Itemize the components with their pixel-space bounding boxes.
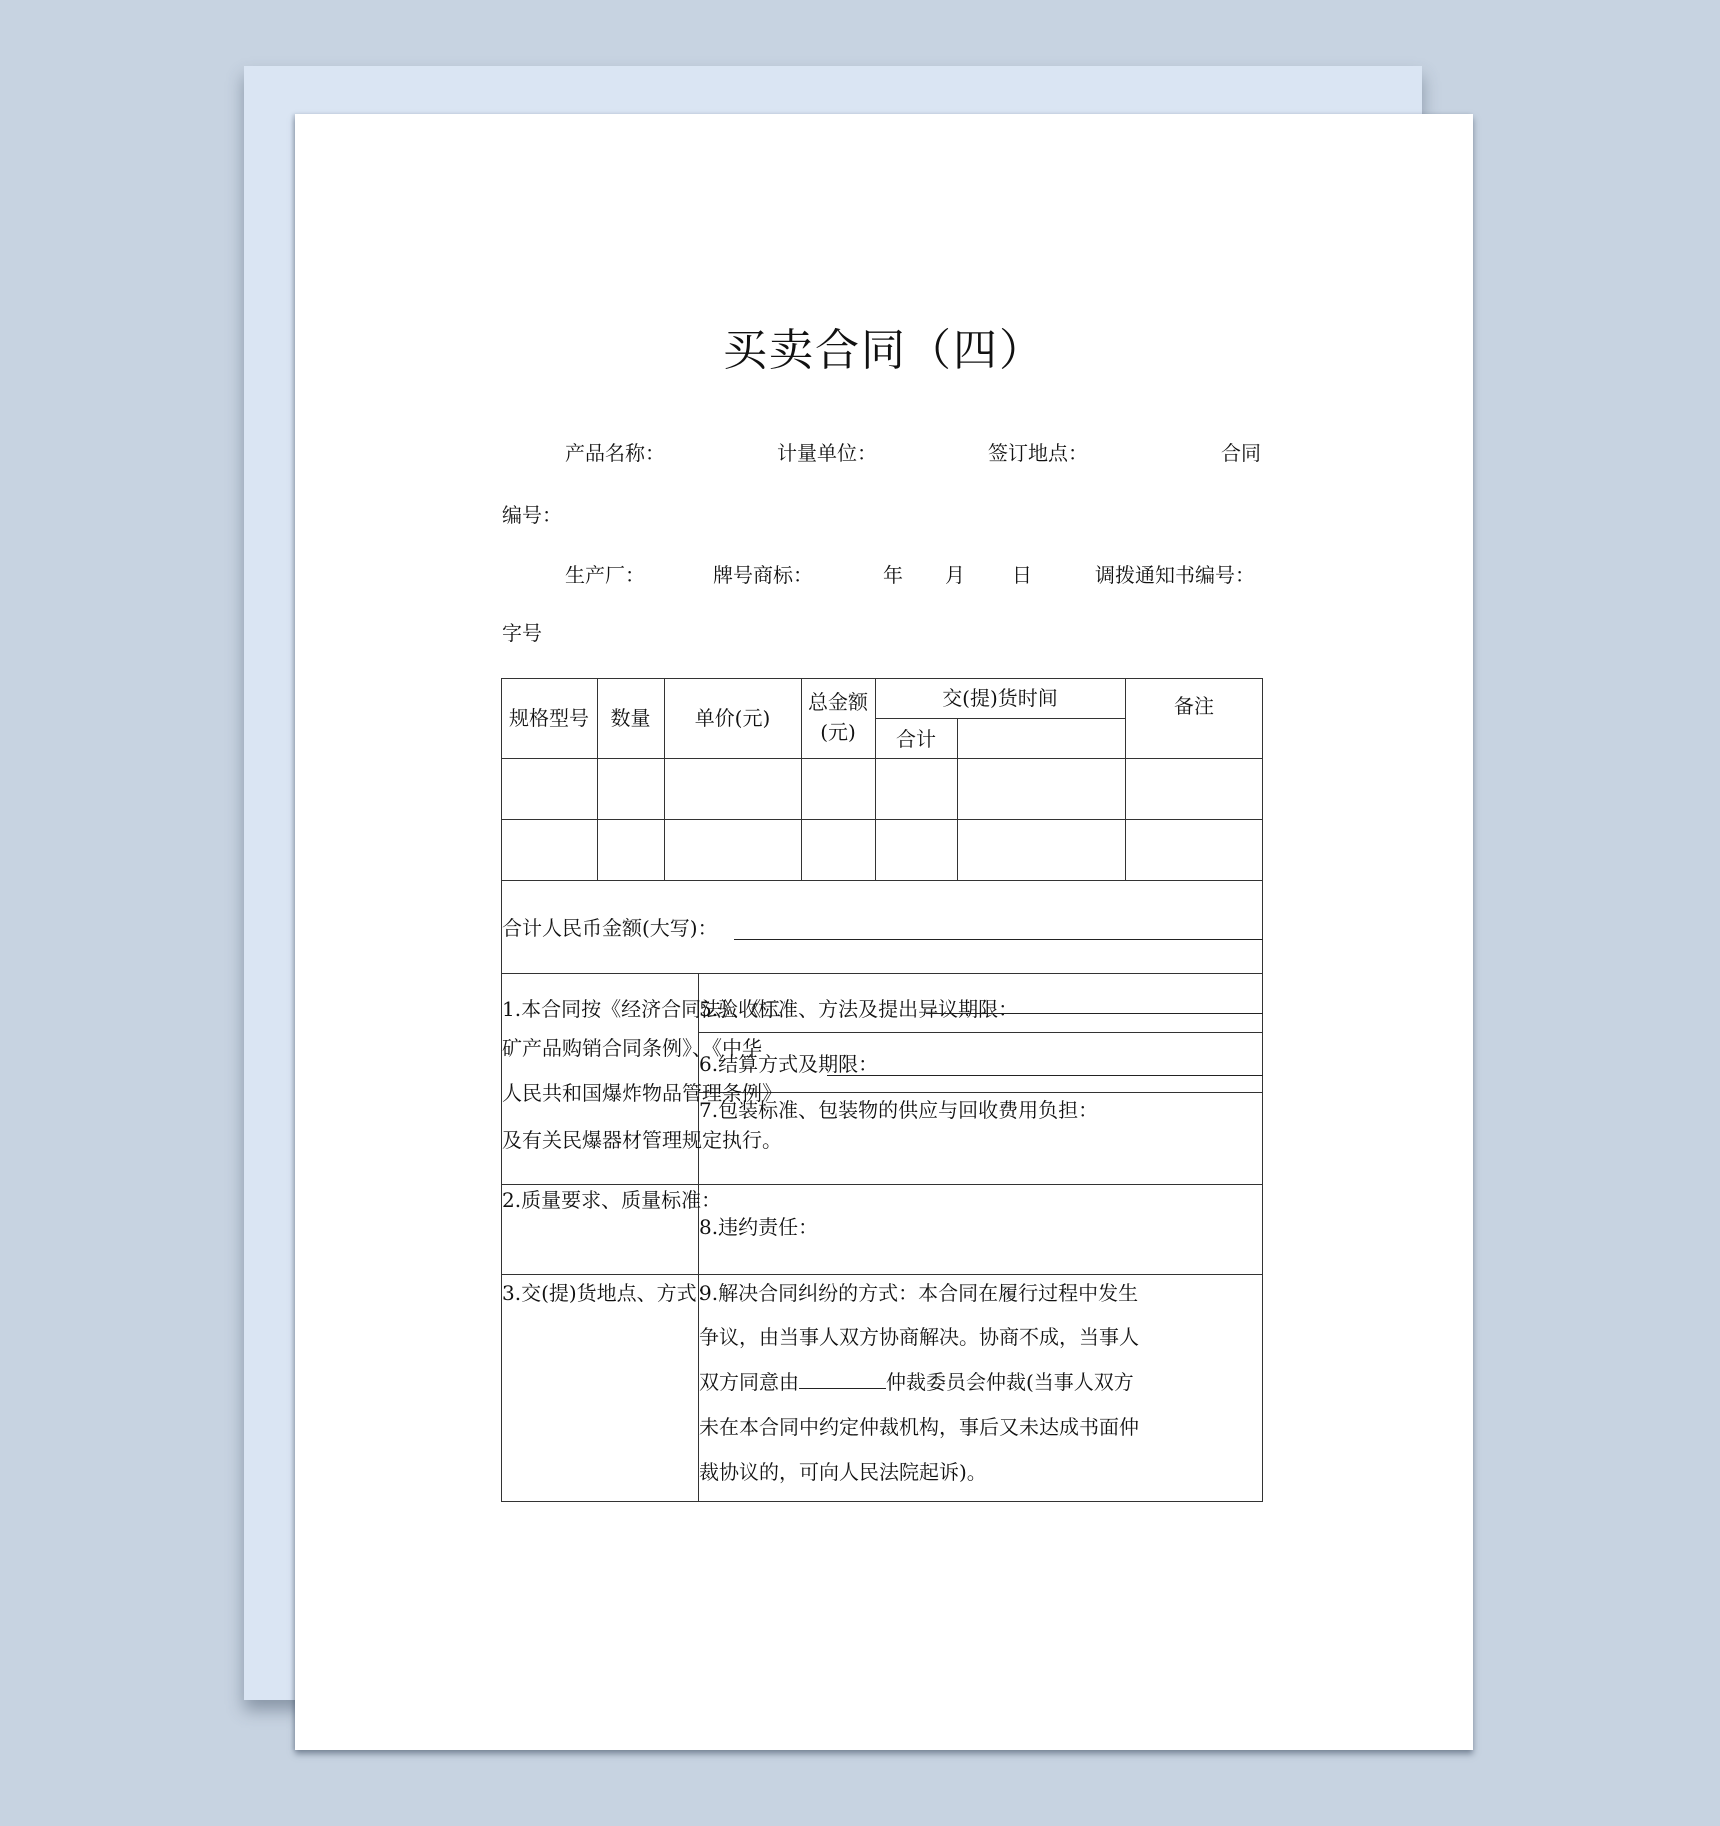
- row-divider: [501, 819, 1263, 820]
- cell-delivery-subtotal[interactable]: [877, 760, 956, 818]
- cell-spec[interactable]: [503, 760, 596, 818]
- brand-label: 牌号商标：: [713, 563, 813, 587]
- amount-label: 合计人民币金额(大写)：: [502, 916, 718, 940]
- clause-divider: [501, 1184, 1263, 1185]
- document-title: 买卖合同（四）: [723, 325, 1045, 376]
- manufacturer-label: 生产厂：: [565, 563, 645, 587]
- clause-9-line: 未在本合同中约定仲裁机构，事后又未达成书面仲: [699, 1415, 1139, 1439]
- clause-2-label: 2.质量要求、质量标准：: [502, 1188, 722, 1212]
- clause-5-underline[interactable]: [926, 1013, 1263, 1014]
- clause-1-line: 矿产品购销合同条例》、《中华: [502, 1036, 762, 1060]
- col-divider: [957, 718, 958, 880]
- contract-page: [295, 114, 1473, 1750]
- day-label: 日: [1012, 563, 1032, 587]
- clause-8-label: 8.违约责任：: [699, 1215, 819, 1239]
- clause-divider: [698, 1032, 1263, 1033]
- header-total-line1: 总金额: [808, 690, 868, 714]
- clause-9-line3-pre: 双方同意由: [699, 1370, 799, 1394]
- unit-label: 计量单位：: [777, 441, 877, 465]
- sign-place-label: 签订地点：: [988, 441, 1088, 465]
- clause-9-line: 9.解决合同纠纷的方式：本合同在履行过程中发生: [699, 1281, 1139, 1305]
- header-quantity: 数量: [610, 706, 651, 730]
- header-total-line2: (元): [820, 720, 856, 744]
- product-name-label: 产品名称：: [565, 441, 665, 465]
- month-label: 月: [945, 563, 965, 587]
- clause-1-line: 及有关民爆器材管理规定执行。: [502, 1128, 782, 1152]
- clause-9-line: [699, 1370, 1134, 1394]
- clause-6-underline[interactable]: [827, 1075, 1263, 1076]
- clause-1-line: 1.本合同按《经济合同法》、《工: [502, 997, 782, 1021]
- clause-3-label: 3.交(提)货地点、方式：: [502, 1281, 717, 1305]
- cell-unit-price[interactable]: [666, 821, 800, 879]
- cell-total[interactable]: [803, 760, 874, 818]
- clause-5-label: 5.验收标准、方法及提出异议期限：: [699, 997, 1019, 1021]
- clause-9-line: 争议，由当事人双方协商解决。协商不成，当事人: [699, 1325, 1139, 1349]
- row-divider: [501, 758, 1263, 759]
- allocation-no-label: 调拨通知书编号：: [1095, 563, 1255, 587]
- arbitration-committee-blank[interactable]: [799, 1370, 886, 1389]
- header-delivery-subtotal: 合计: [896, 727, 936, 751]
- header-spec: 规格型号: [509, 706, 589, 730]
- char-no-label: 字号: [502, 621, 542, 645]
- cell-remarks[interactable]: [1127, 821, 1262, 879]
- subheader-divider: [875, 718, 1125, 719]
- clause-9-line: 裁协议的，可向人民法院起诉)。: [699, 1460, 987, 1484]
- contract-no-label-part1: 合同: [1221, 441, 1261, 465]
- clause-6-label: 6.结算方式及期限：: [699, 1052, 879, 1076]
- clause-7-label: 7.包装标准、包装物的供应与回收费用负担：: [699, 1098, 1099, 1122]
- clause-9-line3-post: 仲裁委员会仲裁(当事人双方: [886, 1370, 1134, 1394]
- header-unit-price: 单价(元): [694, 706, 771, 730]
- cell-delivery-subtotal[interactable]: [877, 821, 956, 879]
- cell-quantity[interactable]: [599, 821, 663, 879]
- cell-spec[interactable]: [503, 821, 596, 879]
- amount-underline: [734, 939, 1263, 940]
- cell-total[interactable]: [803, 821, 874, 879]
- cell-quantity[interactable]: [599, 760, 663, 818]
- row-divider: [501, 880, 1263, 881]
- clause-divider: [501, 1274, 1263, 1275]
- row-divider: [501, 973, 1263, 974]
- header-remarks: 备注: [1174, 694, 1214, 718]
- cell-remarks[interactable]: [1127, 760, 1262, 818]
- clause-divider: [698, 1092, 1263, 1093]
- contract-no-label-part2: 编号：: [502, 503, 562, 527]
- header-delivery-time: 交(提)货时间: [942, 686, 1058, 710]
- year-label: 年: [883, 563, 903, 587]
- amount-input[interactable]: [735, 910, 1261, 938]
- cell-delivery-time[interactable]: [959, 821, 1124, 879]
- clause-1-line: 人民共和国爆炸物品管理条例》: [502, 1081, 782, 1105]
- cell-delivery-time[interactable]: [959, 760, 1124, 818]
- cell-unit-price[interactable]: [666, 760, 800, 818]
